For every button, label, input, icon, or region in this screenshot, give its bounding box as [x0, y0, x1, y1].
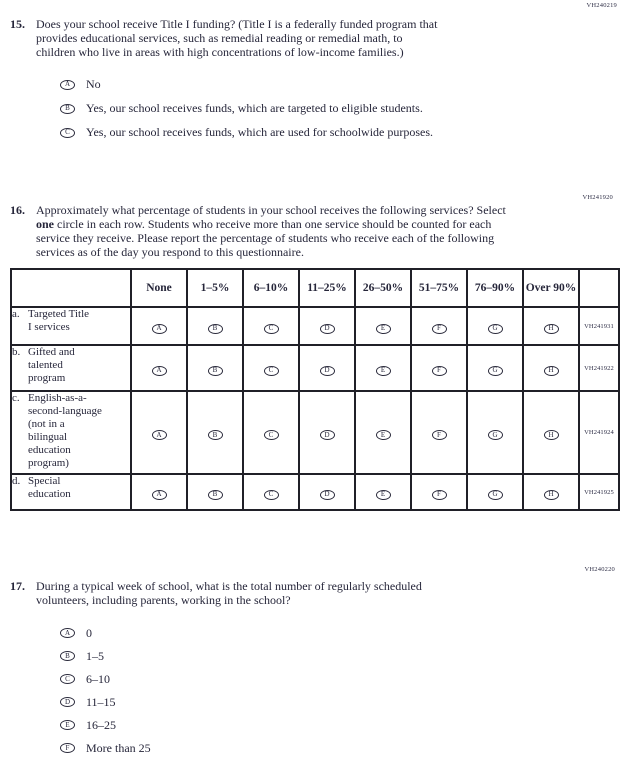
question-17 — [10, 579, 616, 762]
text-line: provides educational services, such as remedial reading or remedial math, to — [36, 31, 403, 45]
bubble-cell[interactable] — [523, 474, 579, 510]
bubble-cell[interactable] — [299, 474, 355, 510]
bubble-letter: D — [324, 324, 330, 332]
question-15-number: 15. — [10, 17, 25, 31]
label-line: education — [28, 444, 71, 456]
row-item-letter: c. — [12, 392, 20, 404]
bubble-cell[interactable] — [355, 391, 411, 474]
option-label: 1–5 — [86, 648, 104, 663]
label-line: (not in a — [28, 418, 65, 430]
row-label-cell — [11, 474, 131, 510]
bubble-letter: A — [64, 628, 71, 637]
question-17-number: 17. — [10, 579, 25, 593]
bubble-letter: F — [437, 324, 441, 332]
question-16 — [10, 203, 616, 511]
option-label: 11–15 — [86, 694, 116, 709]
bubble-letter: E — [380, 366, 386, 374]
bubble-cell[interactable] — [131, 391, 187, 474]
bold-word: one — [36, 217, 54, 231]
bubble-letter: B — [65, 104, 70, 112]
bubble-cell[interactable] — [467, 391, 523, 474]
bubble-letter: G — [492, 324, 498, 332]
answer-bubble[interactable] — [544, 366, 559, 376]
answer-bubble[interactable] — [208, 430, 223, 440]
bubble-cell[interactable] — [299, 391, 355, 474]
question-15-code: VH240219 — [586, 2, 617, 9]
text-line: Does your school receive Title I funding? (Title I is a federally funded program that — [36, 17, 438, 31]
answer-bubble[interactable] — [208, 490, 223, 500]
bubble-letter: A — [156, 490, 162, 498]
question-17-head — [10, 579, 616, 607]
row-item-letter: a. — [12, 308, 20, 320]
label-line: Targeted Title — [28, 308, 90, 320]
label-line: talented — [28, 359, 63, 371]
bubble-letter: B — [212, 324, 218, 332]
bubble-cell[interactable] — [131, 474, 187, 510]
answer-bubble[interactable] — [488, 366, 503, 376]
bubble-letter: C — [268, 366, 274, 374]
column-header-1-5: 1–5% — [187, 269, 243, 307]
label-line: bilingual — [28, 431, 68, 443]
bubble-cell[interactable] — [411, 391, 467, 474]
bubble-cell[interactable] — [187, 474, 243, 510]
bubble-letter: H — [548, 490, 554, 498]
answer-bubble[interactable] — [544, 490, 559, 500]
bubble-cell[interactable] — [467, 474, 523, 510]
bubble-letter: H — [548, 430, 554, 439]
q17-option-d[interactable] — [60, 695, 616, 709]
bubble-cell[interactable] — [355, 474, 411, 510]
bubble-cell[interactable] — [243, 474, 299, 510]
bubble-letter: G — [492, 430, 498, 439]
bubble-cell[interactable] — [131, 307, 187, 345]
bubble-letter: F — [65, 743, 70, 752]
bubble-letter: H — [548, 366, 554, 374]
answer-bubble[interactable] — [60, 720, 75, 730]
bubble-letter: B — [212, 366, 218, 374]
bubble-cell[interactable] — [411, 345, 467, 391]
answer-bubble[interactable] — [152, 324, 167, 334]
label-line: Special — [28, 475, 61, 487]
column-header-none: None — [131, 269, 187, 307]
bubble-cell[interactable] — [411, 474, 467, 510]
q15-option-a[interactable] — [60, 77, 616, 92]
question-16-text — [36, 203, 506, 259]
bubble-letter: C — [268, 490, 274, 498]
question-15 — [10, 17, 616, 149]
bubble-cell[interactable] — [411, 307, 467, 345]
row-item-letter: b. — [12, 346, 21, 358]
table-header-row — [11, 269, 619, 307]
answer-bubble[interactable] — [432, 430, 447, 440]
answer-bubble[interactable] — [152, 366, 167, 376]
question-17-text — [36, 579, 422, 607]
bubble-letter: B — [65, 651, 70, 660]
text-span: circle in each row. Students who receive more than one service should be counted for each — [54, 217, 492, 231]
row-item-label — [28, 475, 71, 501]
answer-bubble[interactable] — [432, 324, 447, 334]
answer-bubble[interactable] — [264, 366, 279, 376]
bubble-letter: C — [65, 674, 70, 683]
option-label: 0 — [86, 625, 92, 640]
bubble-letter: A — [64, 80, 71, 88]
row-item-label — [28, 308, 89, 334]
bubble-letter: E — [65, 720, 70, 729]
question-17-options — [60, 626, 616, 755]
answer-bubble[interactable] — [60, 128, 75, 138]
bubble-cell[interactable] — [523, 391, 579, 474]
empty-corner-cell — [11, 269, 131, 307]
answer-bubble[interactable] — [60, 80, 75, 90]
answer-bubble[interactable] — [376, 324, 391, 334]
answer-bubble[interactable] — [320, 324, 335, 334]
q17-option-b[interactable] — [60, 649, 616, 663]
label-line: program — [28, 372, 66, 384]
answer-bubble[interactable] — [544, 324, 559, 334]
column-header-26-50: 26–50% — [355, 269, 411, 307]
table-row-gifted-talented — [11, 345, 619, 391]
bubble-letter: F — [437, 430, 441, 439]
label-line: English-as-a- — [28, 392, 87, 404]
answer-bubble[interactable] — [264, 490, 279, 500]
label-line: I services — [28, 321, 70, 333]
row-code: VH241922 — [579, 345, 619, 391]
q15-option-c[interactable] — [60, 125, 616, 140]
row-item-letter: d. — [12, 475, 21, 487]
column-header-76-90: 76–90% — [467, 269, 523, 307]
label-line: program) — [28, 457, 69, 469]
table-row-special-education — [11, 474, 619, 510]
row-item-label — [28, 346, 75, 385]
answer-bubble[interactable] — [60, 697, 75, 707]
q17-option-a[interactable] — [60, 626, 616, 640]
answer-bubble[interactable] — [208, 366, 223, 376]
bubble-letter: D — [64, 697, 71, 706]
option-label: 6–10 — [86, 671, 110, 686]
bubble-cell[interactable] — [187, 307, 243, 345]
row-code: VH241931 — [579, 307, 619, 345]
answer-bubble[interactable] — [320, 430, 335, 440]
bubble-letter: D — [324, 490, 330, 498]
text-line: During a typical week of school, what is the total number of regularly scheduled — [36, 579, 422, 593]
question-16-number: 16. — [10, 203, 25, 217]
answer-bubble[interactable] — [60, 674, 75, 684]
row-code: VH241924 — [579, 391, 619, 474]
answer-bubble[interactable] — [320, 366, 335, 376]
q15-option-b[interactable] — [60, 101, 616, 116]
text-line: volunteers, including parents, working in the school? — [36, 593, 291, 607]
label-line: Gifted and — [28, 346, 75, 358]
bubble-cell[interactable] — [187, 391, 243, 474]
question-17-code: VH240220 — [584, 566, 615, 573]
option-label: Yes, our school receives funds, which are used for schoolwide purposes. — [86, 125, 434, 139]
answer-bubble[interactable] — [432, 366, 447, 376]
answer-bubble[interactable] — [152, 490, 167, 500]
bubble-cell[interactable] — [355, 345, 411, 391]
answer-bubble[interactable] — [376, 490, 391, 500]
bubble-cell[interactable] — [131, 345, 187, 391]
answer-bubble[interactable] — [376, 366, 391, 376]
bubble-letter: D — [324, 430, 330, 439]
answer-bubble[interactable] — [264, 324, 279, 334]
services-percentage-table — [10, 268, 620, 511]
q17-option-c[interactable] — [60, 672, 616, 686]
answer-bubble[interactable] — [488, 490, 503, 500]
bubble-letter: D — [324, 366, 330, 374]
answer-bubble[interactable] — [376, 430, 391, 440]
table-row-targeted-title-i — [11, 307, 619, 345]
bubble-cell[interactable] — [523, 345, 579, 391]
option-label: More than 25 — [86, 740, 151, 755]
option-label: No — [86, 77, 101, 91]
answer-bubble[interactable] — [60, 651, 75, 661]
answer-bubble[interactable] — [60, 628, 75, 638]
answer-bubble[interactable] — [60, 743, 75, 753]
row-label-cell — [11, 391, 131, 474]
answer-bubble[interactable] — [320, 490, 335, 500]
text-line: children who live in areas with high concentrations of low-income families.) — [36, 45, 404, 59]
row-label-cell — [11, 345, 131, 391]
q17-option-e[interactable] — [60, 718, 616, 732]
text-line: Approximately what percentage of students in your school receives the following services? Select — [36, 203, 506, 217]
answer-bubble[interactable] — [264, 430, 279, 440]
bubble-letter: A — [156, 324, 162, 332]
bubble-cell[interactable] — [467, 345, 523, 391]
answer-bubble[interactable] — [544, 430, 559, 440]
bubble-cell[interactable] — [467, 307, 523, 345]
bubble-letter: B — [212, 430, 218, 439]
column-header-6-10: 6–10% — [243, 269, 299, 307]
bubble-cell[interactable] — [299, 345, 355, 391]
bubble-cell[interactable] — [243, 391, 299, 474]
bubble-letter: A — [156, 366, 162, 374]
column-header-51-75: 51–75% — [411, 269, 467, 307]
question-15-head — [10, 17, 616, 59]
bubble-cell[interactable] — [299, 307, 355, 345]
bubble-cell[interactable] — [243, 345, 299, 391]
bubble-letter: C — [268, 324, 274, 332]
table-row-esl — [11, 391, 619, 474]
answer-bubble[interactable] — [208, 324, 223, 334]
code-column-header — [579, 269, 619, 307]
row-code: VH241925 — [579, 474, 619, 510]
bubble-letter: B — [212, 490, 218, 498]
bubble-letter: G — [492, 366, 498, 374]
bubble-letter: E — [380, 324, 386, 332]
answer-bubble[interactable] — [152, 430, 167, 440]
bubble-letter: C — [65, 128, 70, 136]
text-line — [36, 217, 506, 231]
answer-bubble[interactable] — [488, 324, 503, 334]
column-header-over-90: Over 90% — [523, 269, 579, 307]
bubble-cell[interactable] — [187, 345, 243, 391]
column-header-11-25: 11–25% — [299, 269, 355, 307]
bubble-letter: C — [268, 430, 274, 439]
bubble-letter: G — [492, 490, 498, 498]
q17-option-f[interactable] — [60, 741, 616, 755]
question-15-text — [36, 17, 437, 59]
bubble-cell[interactable] — [523, 307, 579, 345]
option-label: 16–25 — [86, 717, 116, 732]
row-label-cell — [11, 307, 131, 345]
text-line: service they receive. Please report the percentage of students who receive each of the following — [36, 231, 495, 245]
bubble-letter: F — [437, 366, 441, 374]
label-line: education — [28, 488, 71, 500]
option-label: Yes, our school receives funds, which are targeted to eligible students. — [86, 101, 423, 115]
bubble-letter: E — [380, 430, 386, 439]
answer-bubble[interactable] — [60, 104, 75, 114]
question-16-head — [10, 203, 616, 259]
bubble-cell[interactable] — [355, 307, 411, 345]
question-16-code: VH241920 — [582, 194, 613, 201]
bubble-letter: H — [548, 324, 554, 332]
row-item-label — [28, 392, 102, 470]
text-line: services as of the day you respond to this questionnaire. — [36, 245, 304, 259]
bubble-letter: F — [437, 490, 441, 498]
bubble-letter: A — [156, 430, 162, 439]
bubble-cell[interactable] — [243, 307, 299, 345]
bubble-letter: E — [380, 490, 386, 498]
answer-bubble[interactable] — [432, 490, 447, 500]
question-15-options — [60, 77, 616, 140]
label-line: second-language — [28, 405, 102, 417]
answer-bubble[interactable] — [488, 430, 503, 440]
